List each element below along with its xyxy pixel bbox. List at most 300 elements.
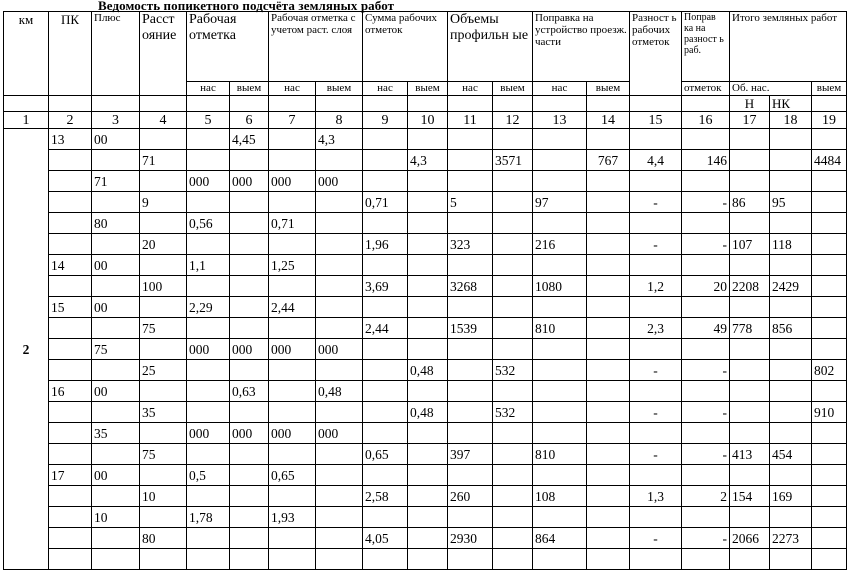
column-number: 12 [493,112,533,129]
table-cell: 71 [140,150,187,171]
table-row [4,213,847,234]
table-cell [316,486,363,507]
table-cell [363,360,408,381]
table-cell: - [630,402,682,423]
table-row [4,444,847,465]
table-cell [230,213,269,234]
header-diff: Разност ь рабочих отметок [630,12,682,96]
table-cell: 1,2 [630,276,682,297]
table-cell [408,423,448,444]
table-cell [269,129,316,150]
table-cell [770,465,812,486]
table-cell [682,381,730,402]
table-cell: 864 [533,528,587,549]
table-cell [682,129,730,150]
table-cell [533,255,587,276]
table-cell: 154 [730,486,770,507]
table-cell: 107 [730,234,770,255]
table-cell: 2 [682,486,730,507]
header-total: Итого земляных работ [730,12,847,82]
table-cell: 75 [140,444,187,465]
table-cell [770,255,812,276]
header-corr-diff: Поправ ка на разност ь раб. [682,12,730,82]
table-cell [630,339,682,360]
table-cell [682,465,730,486]
table-cell: 0,71 [363,192,408,213]
table-cell [408,444,448,465]
table-cell [730,507,770,528]
table-cell: 4,45 [230,129,269,150]
header-cut-8: выем [316,82,363,96]
table-row [4,402,847,423]
table-cell: 95 [770,192,812,213]
table-cell [363,549,408,570]
table-cell [49,360,92,381]
table-cell [533,213,587,234]
table-cell [630,507,682,528]
table-cell: 100 [140,276,187,297]
table-cell: 000 [316,423,363,444]
table-cell [408,297,448,318]
table-cell [363,381,408,402]
table-cell: 0,65 [363,444,408,465]
table-cell [770,423,812,444]
table-cell [630,129,682,150]
table-cell: 0,48 [316,381,363,402]
table-row [4,507,847,528]
table-cell [533,150,587,171]
table-cell: - [630,360,682,381]
header-fill-11: нас [448,82,493,96]
column-number: 2 [49,112,92,129]
table-cell: 00 [92,297,140,318]
header-fill-5: нас [187,82,230,96]
table-cell [730,297,770,318]
table-cell [493,381,533,402]
table-cell [770,402,812,423]
table-cell: 2066 [730,528,770,549]
table-cell: 397 [448,444,493,465]
table-cell [448,213,493,234]
table-cell [230,402,269,423]
table-cell [269,192,316,213]
table-cell [493,129,533,150]
table-cell: 1,1 [187,255,230,276]
table-cell [316,549,363,570]
table-cell: 323 [448,234,493,255]
table-cell: 3268 [448,276,493,297]
table-cell [316,360,363,381]
table-cell: 75 [92,339,140,360]
table-cell [408,486,448,507]
table-cell [682,255,730,276]
table-cell [533,549,587,570]
table-cell: 000 [269,171,316,192]
column-number: 1 [4,112,49,129]
table-cell [140,549,187,570]
table-cell [682,507,730,528]
table-cell [587,255,630,276]
column-number: 11 [448,112,493,129]
table-row [4,276,847,297]
table-cell [630,381,682,402]
table-cell: 0,5 [187,465,230,486]
table-cell [587,507,630,528]
header-fill-7: нас [269,82,316,96]
header-fill-13: нас [533,82,587,96]
header-corr-diff-2: отметок [682,82,730,96]
table-cell [533,507,587,528]
table-cell [682,297,730,318]
table-cell: 00 [92,255,140,276]
table-cell [493,339,533,360]
table-cell [49,171,92,192]
table-cell [187,549,230,570]
table-cell [49,402,92,423]
km-cell: 2 [4,129,49,570]
table-cell: 1,3 [630,486,682,507]
table-cell [408,192,448,213]
table-cell: 0,63 [230,381,269,402]
table-cell [316,507,363,528]
table-cell [408,465,448,486]
table-cell [408,339,448,360]
table-cell [230,276,269,297]
table-cell [770,507,812,528]
table-cell [140,507,187,528]
table-cell [230,360,269,381]
table-cell [812,339,847,360]
table-cell [770,549,812,570]
table-cell: 413 [730,444,770,465]
table-cell: 13 [49,129,92,150]
table-cell [140,339,187,360]
table-cell [363,465,408,486]
table-cell [92,318,140,339]
header-fill-9: нас [363,82,408,96]
table-cell: 0,48 [408,402,448,423]
table-cell [92,528,140,549]
table-cell [587,528,630,549]
column-number: 9 [363,112,408,129]
table-cell [630,171,682,192]
table-cell: 10 [140,486,187,507]
table-cell [682,339,730,360]
table-cell [92,360,140,381]
table-row [4,381,847,402]
header-ob-nas: Об. нас. [730,82,812,96]
table-cell [587,381,630,402]
header-h: Н [730,96,770,112]
table-cell [230,192,269,213]
table-cell [533,381,587,402]
table-cell [630,465,682,486]
table-cell [316,318,363,339]
table-cell: 35 [92,423,140,444]
table-cell [630,213,682,234]
header-plus: Плюс [92,12,140,96]
table-cell [587,213,630,234]
table-cell: 3571 [493,150,533,171]
column-number: 8 [316,112,363,129]
table-cell [770,213,812,234]
table-cell: 4,3 [408,150,448,171]
table-cell [730,213,770,234]
table-cell [49,192,92,213]
table-cell [140,297,187,318]
column-numbers-row [4,112,847,129]
table-cell [230,318,269,339]
table-cell [770,150,812,171]
table-row [4,234,847,255]
table-cell: 1080 [533,276,587,297]
table-cell [493,444,533,465]
table-cell: 2,44 [363,318,408,339]
table-cell: 00 [92,465,140,486]
table-cell: 80 [92,213,140,234]
table-cell: 10 [92,507,140,528]
table-cell [269,444,316,465]
table-cell [448,360,493,381]
table-cell [187,150,230,171]
table-cell [730,465,770,486]
table-cell [363,339,408,360]
table-cell [682,549,730,570]
column-number: 13 [533,112,587,129]
column-number: 5 [187,112,230,129]
table-cell [533,171,587,192]
table-cell [812,486,847,507]
column-number: 15 [630,112,682,129]
table-cell [533,129,587,150]
table-cell [316,234,363,255]
table-cell: 810 [533,444,587,465]
header-pk: ПК [49,12,92,96]
table-cell [587,360,630,381]
table-cell [49,234,92,255]
table-cell [92,192,140,213]
table-cell [408,234,448,255]
table-cell [730,360,770,381]
table-row [4,528,847,549]
table-cell [269,150,316,171]
table-cell [730,150,770,171]
table-cell: 910 [812,402,847,423]
table-cell [140,381,187,402]
table-cell [493,423,533,444]
table-cell [812,381,847,402]
table-cell [448,150,493,171]
table-row [4,549,847,570]
table-cell [316,255,363,276]
table-row [4,318,847,339]
table-cell [316,528,363,549]
table-cell [587,339,630,360]
table-cell [49,318,92,339]
table-cell [448,297,493,318]
table-cell [448,507,493,528]
table-cell [187,360,230,381]
table-cell [682,171,730,192]
table-cell [408,507,448,528]
table-cell: 216 [533,234,587,255]
table-cell [587,444,630,465]
table-cell: 146 [682,150,730,171]
table-cell: 260 [448,486,493,507]
table-cell [408,318,448,339]
table-cell: 49 [682,318,730,339]
column-number: 7 [269,112,316,129]
table-cell [448,171,493,192]
table-cell: 2429 [770,276,812,297]
table-cell [730,171,770,192]
header-work-mark-layer: Рабочая отметка с учетом раст. слоя [269,12,363,82]
table-cell: 14 [49,255,92,276]
table-cell: 1,25 [269,255,316,276]
table-cell [49,150,92,171]
table-cell [92,234,140,255]
table-cell [730,255,770,276]
table-cell [493,318,533,339]
table-cell [448,381,493,402]
table-cell [408,549,448,570]
table-cell [92,549,140,570]
table-cell: 802 [812,360,847,381]
table-cell [187,444,230,465]
table-cell [269,276,316,297]
table-row [4,150,847,171]
table-cell: 16 [49,381,92,402]
table-cell: 1,96 [363,234,408,255]
table-cell: 767 [587,150,630,171]
table-cell [49,276,92,297]
table-cell [812,255,847,276]
table-cell [316,150,363,171]
table-cell [363,171,408,192]
table-cell [533,402,587,423]
table-cell [587,192,630,213]
table-cell [812,171,847,192]
table-cell [587,297,630,318]
column-number: 10 [408,112,448,129]
table-row [4,171,847,192]
table-cell [49,507,92,528]
table-cell: 0,71 [269,213,316,234]
table-cell: 000 [230,339,269,360]
table-cell [533,465,587,486]
table-cell [812,234,847,255]
table-cell [587,234,630,255]
table-cell [316,192,363,213]
table-cell: 20 [682,276,730,297]
table-cell: 000 [316,171,363,192]
header-cut-6: выем [230,82,269,96]
table-cell: 97 [533,192,587,213]
table-cell: 2,58 [363,486,408,507]
table-cell [49,213,92,234]
header-km: км [4,12,49,96]
table-cell: - [682,528,730,549]
table-cell [587,423,630,444]
table-cell [187,528,230,549]
table-cell: 17 [49,465,92,486]
table-cell [448,465,493,486]
table-cell [630,255,682,276]
table-cell [587,171,630,192]
table-cell [140,423,187,444]
header-correction: Поправка на устройство проезж. части [533,12,630,82]
table-cell: 000 [316,339,363,360]
table-cell [493,276,533,297]
table-cell [187,381,230,402]
table-cell: 4,4 [630,150,682,171]
table-cell: 108 [533,486,587,507]
table-cell [269,528,316,549]
table-cell [493,465,533,486]
table-cell [812,318,847,339]
table-cell: 532 [493,402,533,423]
table-cell [812,549,847,570]
column-number: 18 [770,112,812,129]
table-cell [587,402,630,423]
table-cell [187,192,230,213]
table-cell: 3,69 [363,276,408,297]
table-cell: 810 [533,318,587,339]
table-row [4,339,847,360]
table-cell [730,402,770,423]
table-cell: 0,48 [408,360,448,381]
table-cell [408,129,448,150]
table-cell [187,318,230,339]
table-cell [493,528,533,549]
table-cell [230,150,269,171]
table-cell [587,486,630,507]
table-cell [49,339,92,360]
table-cell [493,507,533,528]
table-cell [587,549,630,570]
table-cell: 000 [269,423,316,444]
table-cell [363,507,408,528]
table-cell [230,549,269,570]
table-cell [533,297,587,318]
table-cell [49,528,92,549]
table-cell: - [682,192,730,213]
table-cell [49,423,92,444]
table-cell [187,129,230,150]
earthworks-table [3,11,847,570]
page-title: Ведомость попикетного подсчёта земляных работ [98,0,395,13]
table-cell [448,402,493,423]
table-cell: - [630,234,682,255]
column-number: 14 [587,112,630,129]
table-cell [92,444,140,465]
table-cell [493,171,533,192]
table-cell: - [682,444,730,465]
table-cell: 0,65 [269,465,316,486]
table-cell: 000 [269,339,316,360]
table-cell: 2,44 [269,297,316,318]
table-cell [770,360,812,381]
table-cell [269,234,316,255]
table-cell [92,276,140,297]
table-cell: 000 [187,339,230,360]
header-sum-marks: Сумма рабочих отметок [363,12,448,82]
table-cell: 2273 [770,528,812,549]
table-cell [230,444,269,465]
table-cell: 2930 [448,528,493,549]
header-distance: Расст ояние [140,12,187,96]
table-cell [230,486,269,507]
